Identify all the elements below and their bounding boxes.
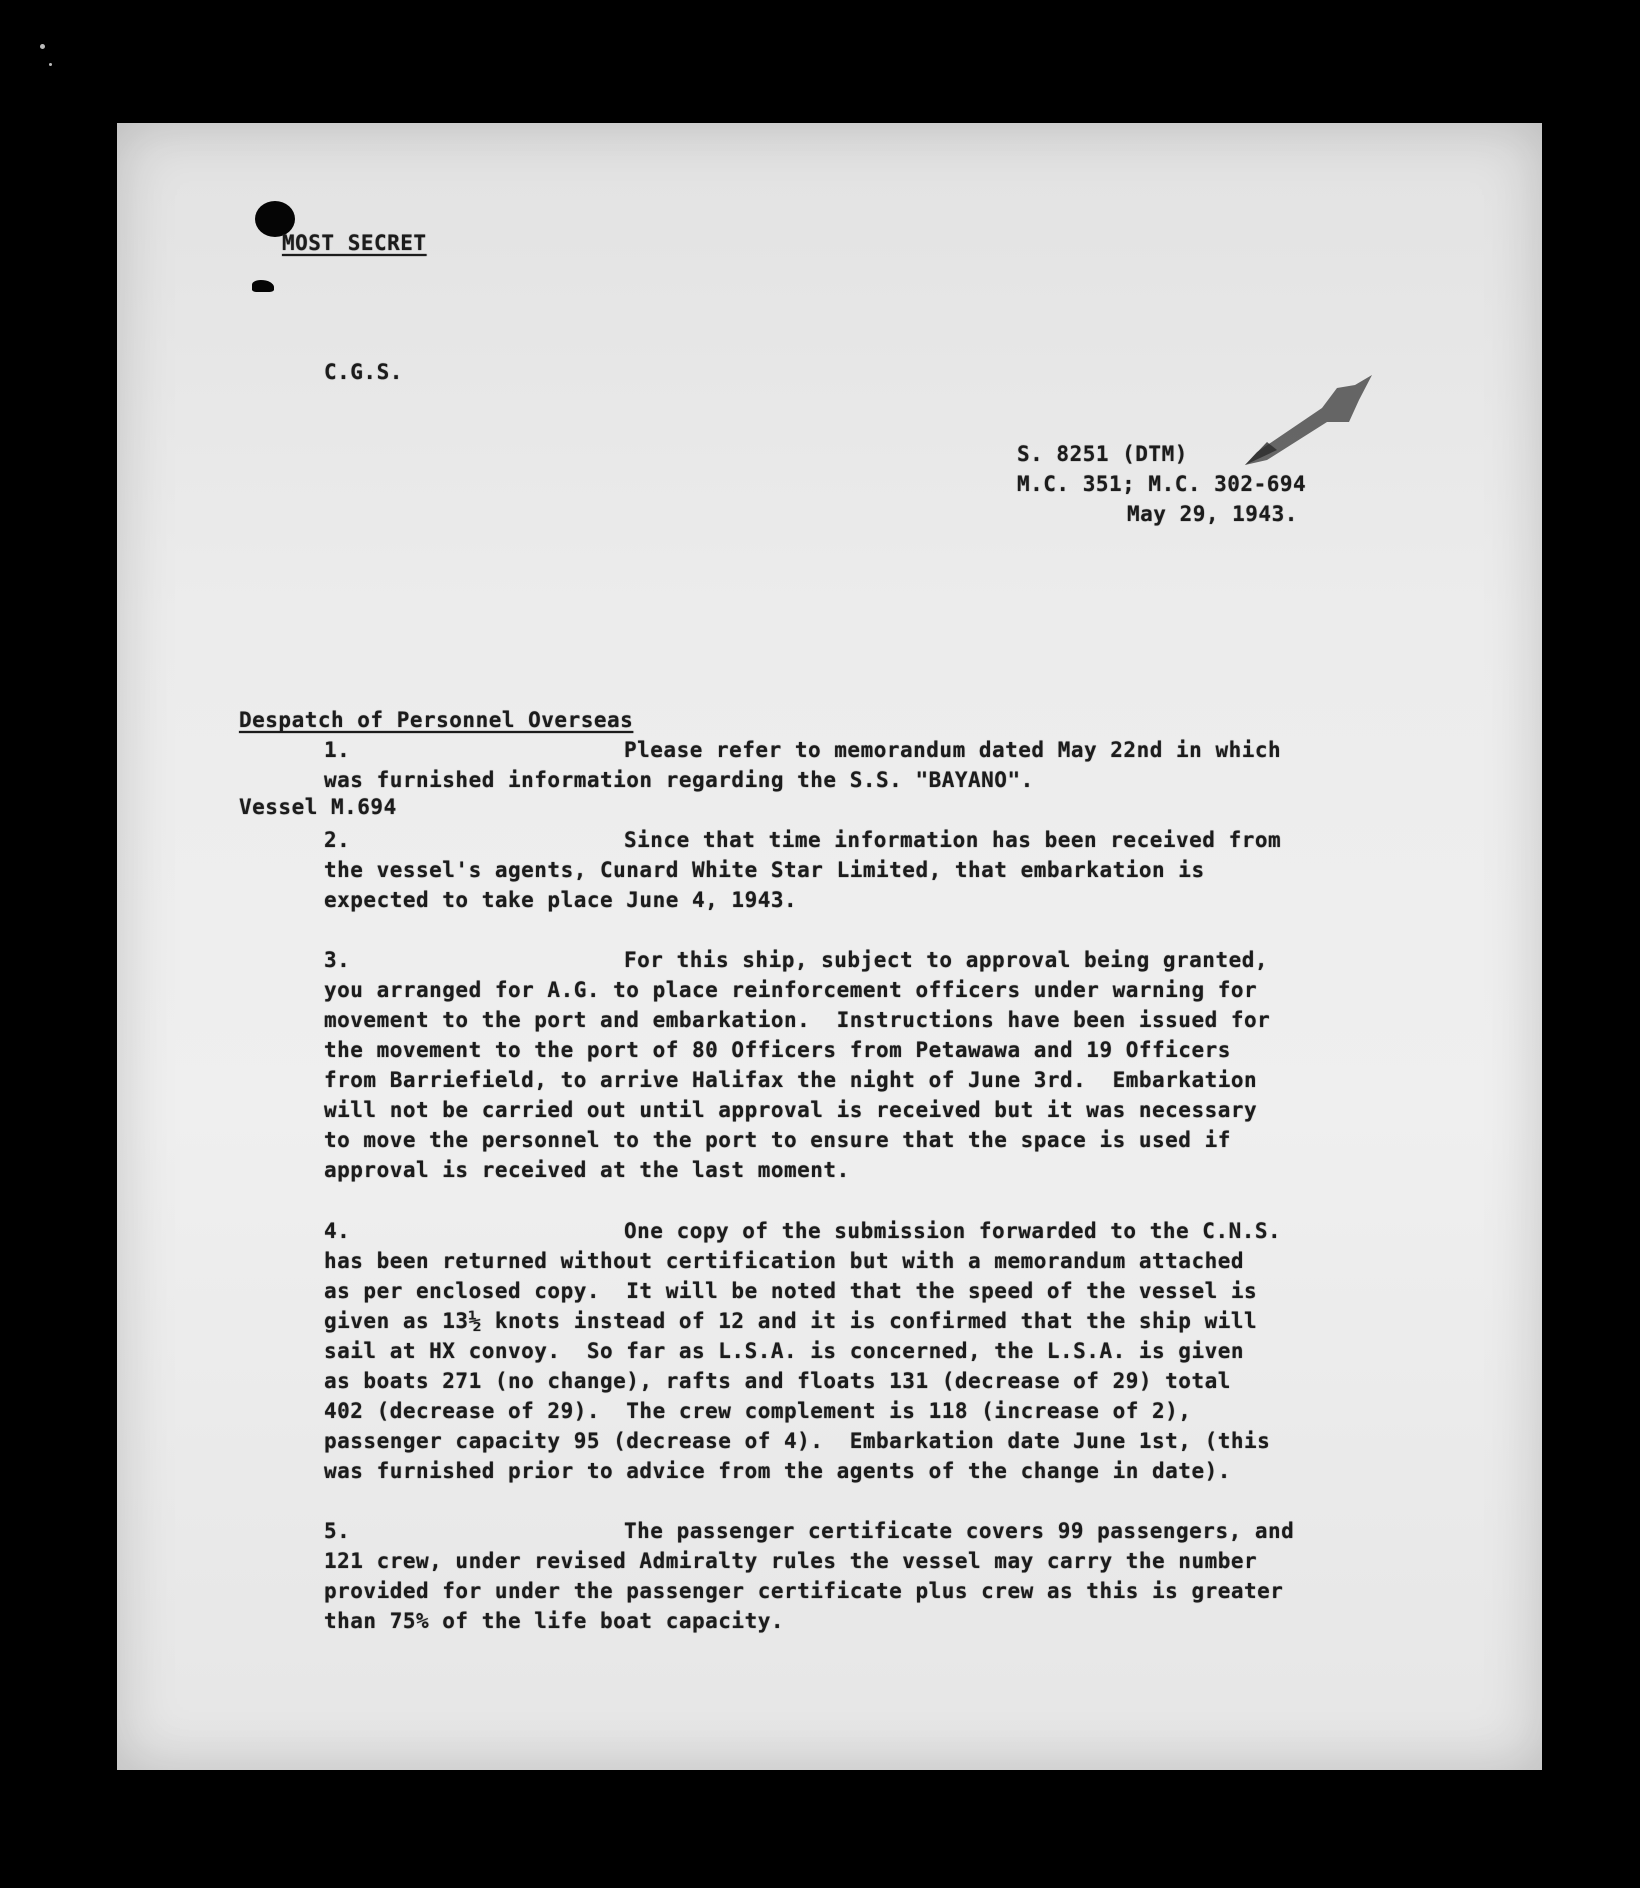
paragraph-line: as per enclosed copy. It will be noted that the speed of the vessel is (324, 1279, 1258, 1303)
paragraph-line: movement to the port and embarkation. Instructions have been issued for (324, 1008, 1271, 1032)
paragraph-line: has been returned without certification but with a memorandum attached (324, 1249, 1245, 1273)
paragraph-line: the vessel's agents, Cunard White Star Limited, that embarkation is (324, 858, 1205, 882)
paragraph-line: 121 crew, under revised Admiralty rules the vessel may carry the number (324, 1549, 1258, 1573)
paragraph-number: 3. (324, 948, 351, 972)
paragraph-line: to move the personnel to the port to ensure that the space is used if (324, 1128, 1231, 1152)
paragraph-first-line (324, 825, 1464, 855)
memo-date: May 29, 1943. (1127, 502, 1298, 526)
paragraph-text: For this ship, subject to approval being granted, (624, 948, 1269, 972)
paragraph-first-line (324, 945, 1464, 975)
addressee: C.G.S. (324, 360, 403, 384)
paragraph-4 (324, 1216, 1464, 1486)
paragraph-line: from Barriefield, to arrive Halifax the night of June 3rd. Embarkation (324, 1068, 1258, 1092)
paragraph-text: Please refer to memorandum dated May 22nd in which (624, 738, 1282, 762)
paragraph-text: Since that time information has been received from (624, 828, 1282, 852)
film-speck (40, 44, 45, 49)
paragraph-5 (324, 1516, 1464, 1636)
paragraph-number: 2. (324, 828, 351, 852)
paragraph-line: given as 13½ knots instead of 12 and it is confirmed that the ship will (324, 1309, 1258, 1333)
paragraph-line: 402 (decrease of 29). The crew complement is 118 (increase of 2), (324, 1399, 1192, 1423)
paragraph-line: expected to take place June 4, 1943. (324, 888, 798, 912)
paragraph-line: was furnished prior to advice from the agents of the change in date). (324, 1459, 1231, 1483)
paragraph-2 (324, 825, 1464, 915)
paragraph-text: One copy of the submission forwarded to the C.N.S. (624, 1219, 1282, 1243)
paragraph-number: 1. (324, 738, 351, 762)
paragraph-first-line (324, 1216, 1464, 1246)
paragraph-line: passenger capacity 95 (decrease of 4). Embarkation date June 1st, (this (324, 1429, 1271, 1453)
subject-line: Despatch of Personnel Overseas (239, 708, 634, 732)
paragraph-first-line (324, 735, 1464, 765)
message-codes: M.C. 351; M.C. 302-694 (1017, 472, 1307, 496)
paragraph-line: was furnished information regarding the S.S. "BAYANO". (324, 768, 1034, 792)
paragraph-text: The passenger certificate covers 99 passengers, and (624, 1519, 1295, 1543)
document-page (117, 123, 1542, 1770)
paragraph-line: you arranged for A.G. to place reinforcement officers under warning for (324, 978, 1258, 1002)
paragraph-number: 4. (324, 1219, 351, 1243)
paragraph-line: than 75% of the life boat capacity. (324, 1609, 785, 1633)
film-speck (49, 63, 52, 66)
paragraph-1 (324, 735, 1464, 795)
reference-block (1017, 439, 1437, 529)
paragraph-line: the movement to the port of 80 Officers from Petawawa and 19 Officers (324, 1038, 1231, 1062)
paragraph-first-line (324, 1516, 1464, 1546)
ink-blot (252, 280, 274, 292)
file-number: S. 8251 (DTM) (1017, 442, 1188, 466)
paragraph-line: provided for under the passenger certificate plus crew as this is greater (324, 1579, 1284, 1603)
paragraph-line: as boats 271 (no change), rafts and floats 131 (decrease of 29) total (324, 1369, 1231, 1393)
paragraph-line: sail at HX convoy. So far as L.S.A. is concerned, the L.S.A. is given (324, 1339, 1245, 1363)
paragraph-number: 5. (324, 1519, 351, 1543)
paragraph-3 (324, 945, 1464, 1185)
classification-marking: MOST SECRET (282, 231, 427, 255)
paragraph-line: will not be carried out until approval is received but it was necessary (324, 1098, 1258, 1122)
vessel-line: Vessel M.694 (239, 795, 397, 819)
paragraph-line: approval is received at the last moment. (324, 1158, 850, 1182)
